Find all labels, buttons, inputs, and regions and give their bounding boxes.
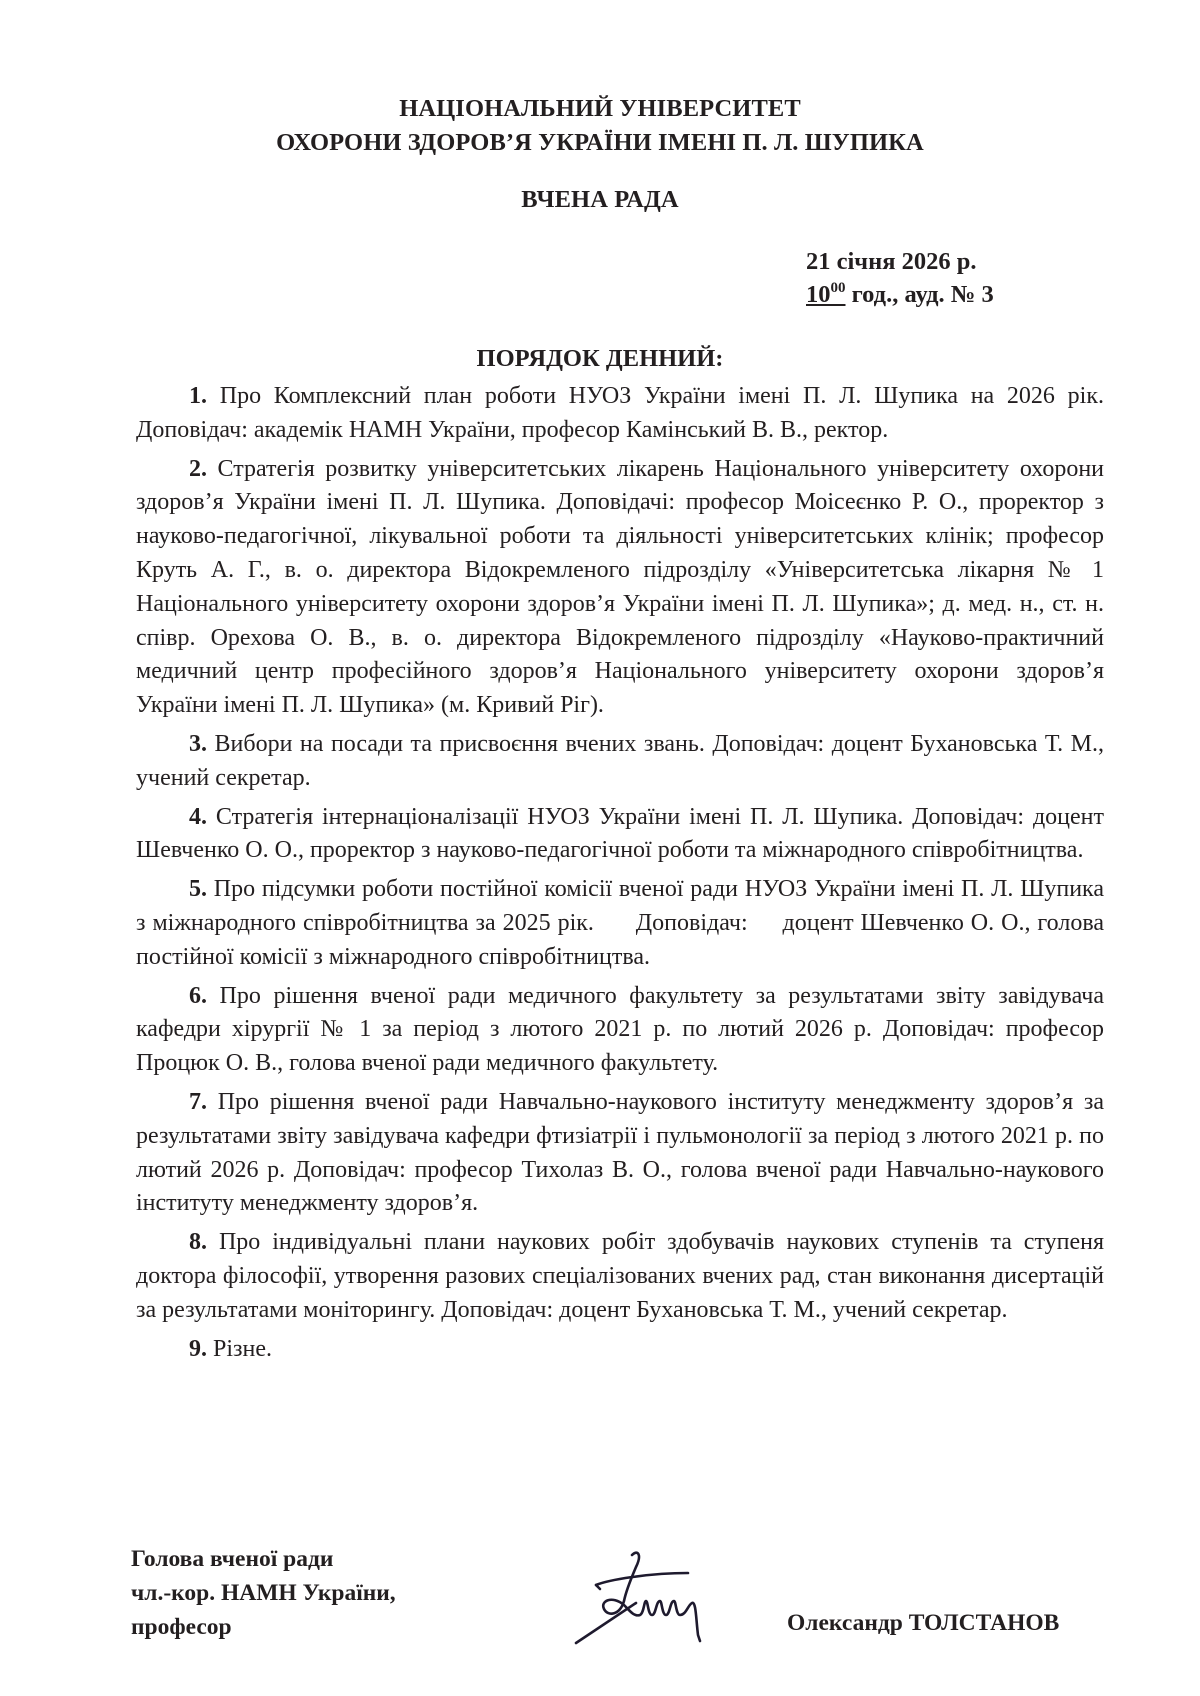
- agenda-item: [136, 980, 1104, 1081]
- institution-name: [0, 92, 1200, 160]
- agenda-item-number: 9.: [189, 1335, 207, 1362]
- meeting-time-location: [806, 278, 994, 311]
- agenda-item: [136, 728, 1104, 796]
- agenda-item-text: Про Комплексний план роботи НУОЗ України імені П. Л. Шупика на 2026 рік. Доповідач: академік НАМН України, професор Камінський В. В., ректор.: [136, 383, 1104, 443]
- agenda-item: [136, 801, 1104, 869]
- agenda-item-number: 3.: [189, 730, 207, 757]
- agenda-item-number: 8.: [189, 1229, 207, 1256]
- signatory-position-line-1: Голова вченої ради: [131, 1546, 334, 1572]
- meeting-time-minutes: 00: [830, 280, 846, 296]
- agenda-item: [136, 1086, 1104, 1221]
- agenda-item-text: Про рішення вченої ради Навчально-наукового інституту менеджменту здоров’я за результатами звіту завідувача кафедри фтизіатрії і пульмонології за період з лютого 2021 р. по лютий 2026 р. Доповідач: професор Тихолаз В. О., голова вченої ради Навчально-наукового інституту менеджменту здоров’я.: [136, 1088, 1104, 1217]
- agenda-item-text: Про підсумки роботи постійної комісії вченої ради НУОЗ України імені П. Л. Шупика з міжнародного співробітництва за 2025 рік. Доповідач: доцент Шевченко О. О., голова постійної комісії з міжнародного співробітництва.: [136, 876, 1110, 970]
- agenda-item: [136, 380, 1104, 448]
- meeting-date: 21 січня 2026 р.: [806, 248, 977, 275]
- agenda-item-number: 4.: [189, 803, 207, 830]
- handwritten-signature: [568, 1545, 748, 1645]
- agenda-item-text: Стратегія інтернаціоналізації НУОЗ України імені П. Л. Шупика. Доповідач: доцент Шевченко О. О., проректор з науково-педагогічної роботи та міжнародного співробітництва.: [136, 803, 1104, 864]
- signatory-position-line-2: чл.-кор. НАМН України,: [131, 1580, 396, 1606]
- council-title: ВЧЕНА РАДА: [521, 186, 679, 213]
- meeting-time: [806, 281, 846, 308]
- agenda-item: [136, 1333, 1104, 1367]
- agenda-item-text: Вибори на посади та присвоєння вчених звань. Доповідач: доцент Бухановська Т. М., учений секретар.: [136, 730, 1104, 791]
- signatory-position-line-3: професор: [131, 1614, 232, 1640]
- agenda-item: [136, 1226, 1104, 1327]
- agenda-title: ПОРЯДОК ДЕННИЙ:: [476, 345, 724, 372]
- agenda-item-text: Стратегія розвитку університетських лікарень Національного університету охорони здоров’я України імені П. Л. Шупика. Доповідачі: професор Моісеєнко Р. О., проректор з науково-педагогічної, лікувальної роботи та діяльності університетських клінік; професор Круть А. Г., в. о. директора Відокремленого підрозділу «Університетська лікарня № 1 Національного університету охорони здоров’я України імені П. Л. Шупика»; д. мед. н., ст. н. співр. Орехова О. В., в. о. директора Відокремленого підрозділу «Науково-практичний медичний центр професійного здоров’я Національного університету охорони здоров’я України імені П. Л. Шупика» (м. Кривий Ріг).: [136, 455, 1104, 719]
- agenda-item-number: 5.: [189, 876, 207, 903]
- agenda-item-text: Різне.: [207, 1335, 272, 1362]
- agenda-item: [136, 453, 1104, 723]
- meeting-info: [806, 245, 994, 311]
- agenda-item-number: 6.: [189, 982, 207, 1009]
- agenda-item-number: 7.: [189, 1088, 207, 1115]
- institution-line-2: ОХОРОНИ ЗДОРОВ’Я УКРАЇНИ ІМЕНІ П. Л. ШУПИКА: [276, 129, 924, 156]
- agenda-list: [136, 380, 1110, 1371]
- agenda-item-number: 2.: [189, 455, 207, 482]
- meeting-location: год., ауд. № 3: [845, 281, 994, 308]
- signatory-name: Олександр ТОЛСТАНОВ: [787, 1610, 1060, 1636]
- institution-line-1: НАЦІОНАЛЬНИЙ УНІВЕРСИТЕТ: [399, 95, 801, 122]
- meeting-time-hour: 10: [806, 281, 831, 308]
- agenda-item-text: Про рішення вченої ради медичного факультету за результатами звіту завідувача кафедри хірургії № 1 за період з лютого 2021 р. по лютий 2026 р. Доповідач: професор Процюк О. В., голова вченої ради медичного факультету.: [136, 982, 1104, 1077]
- agenda-item: [136, 873, 1110, 974]
- agenda-item-text: Про індивідуальні плани наукових робіт здобувачів наукових ступенів та ступеня доктора філософії, утворення разових спеціалізованих вчених рад, стан виконання дисертацій за результатами моніторингу. Доповідач: доцент Бухановська Т. М., учений секретар.: [136, 1229, 1104, 1323]
- agenda-item-number: 1.: [189, 383, 207, 409]
- signatory-position: [131, 1542, 396, 1644]
